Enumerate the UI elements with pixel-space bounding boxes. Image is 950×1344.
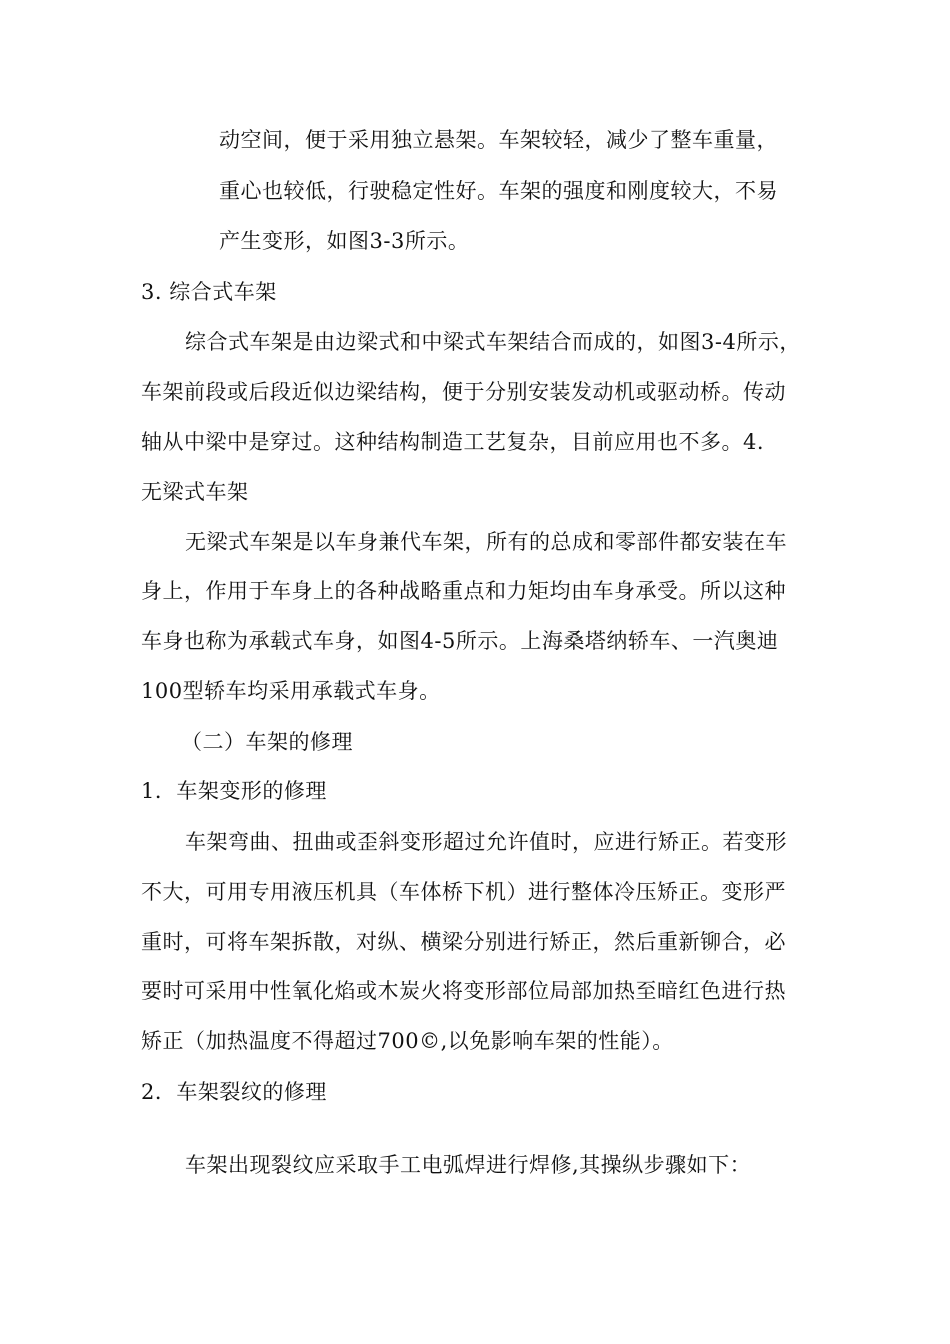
section-heading: 1．车架变形的修理 — [141, 779, 327, 803]
text-line: 矫正（加热温度不得超过700©,以免影响车架的性能）。 — [141, 1029, 674, 1053]
text-line: 重心也较低，行驶稳定性好。车架的强度和刚度较大，不易 — [219, 179, 778, 203]
text-line: 要时可采用中性氧化焰或木炭火将变形部位局部加热至暗红色进行热 — [141, 979, 786, 1003]
text-line: 车身也称为承载式车身，如图4-5所示。上海桑塔纳轿车、一汽奥迪 — [141, 629, 779, 653]
text-line: 不大，可用专用液压机具（车体桥下机）进行整体冷压矫正。变形严 — [141, 880, 786, 904]
text-line: 车架出现裂纹应采取手工电弧焊进行焊修,其操纵步骤如下： — [185, 1153, 752, 1177]
section-heading: 2．车架裂纹的修理 — [141, 1080, 327, 1104]
text-line: 轴从中梁中是穿过。这种结构制造工艺复杂，目前应用也不多。4. — [141, 430, 765, 454]
text-line: 综合式车架是由边梁式和中梁式车架结合而成的，如图3-4所示， — [185, 330, 801, 354]
text-line: 无梁式车架是以车身兼代车架，所有的总成和零部件都安装在车 — [185, 530, 787, 554]
text-line: 车架前段或后段近似边梁结构，便于分别安装发动机或驱动桥。传动 — [141, 380, 786, 404]
text-line: 产生变形，如图3-3所示。 — [219, 229, 470, 253]
section-heading: 无梁式车架 — [141, 480, 249, 504]
text-line: 车架弯曲、扭曲或歪斜变形超过允许值时，应进行矫正。若变形 — [185, 830, 787, 854]
text-line: 动空间，便于采用独立悬架。车架较轻，减少了整车重量， — [219, 128, 778, 152]
section-heading: （二）车架的修理 — [181, 730, 353, 754]
section-heading: 3. 综合式车架 — [141, 280, 277, 304]
text-line: 100型轿车均采用承载式车身。 — [141, 679, 441, 703]
text-line: 重时，可将车架拆散，对纵、横梁分别进行矫正，然后重新铆合，必 — [141, 930, 786, 954]
text-line: 身上，作用于车身上的各种战略重点和力矩均由车身承受。所以这种 — [141, 579, 786, 603]
